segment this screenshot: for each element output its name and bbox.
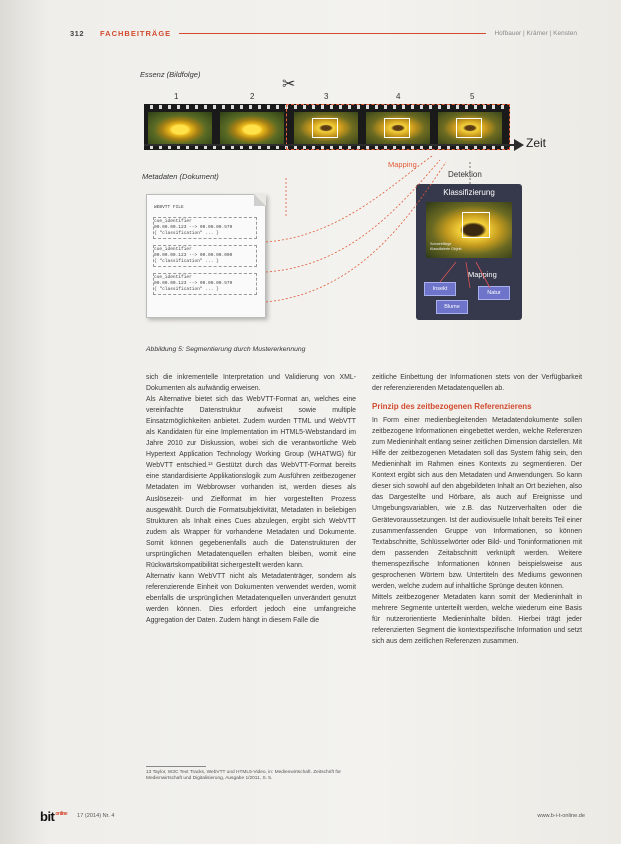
page-header [70, 26, 577, 40]
footnote [146, 766, 356, 783]
footnote-rule [146, 766, 206, 767]
tag-chip: Natur [478, 286, 510, 300]
time-label: Zeit [526, 136, 547, 150]
frame-number: 4 [396, 92, 401, 101]
cue-payload: { "classification" ... } [154, 231, 219, 236]
detection-label: Detektion [448, 170, 482, 179]
mapping-label: Mapping [388, 160, 417, 169]
classified-image [426, 202, 512, 258]
connector-line [266, 160, 440, 272]
cue-timing: 00.00.00.123 --> 00.00.00.000 [154, 253, 233, 258]
frame-number: 2 [250, 92, 255, 101]
paragraph: Mittels zeitbezogener Metadaten kann somit der Medieninhalt in mehrere Segmente unterteilt werden, welche wiederum eine Basis für nutzerorientierte Medieninhalte bilden. Hierbei trägt jeder referenzierten Segment die kontextspezifische Information und setzt sich aus dem zeitlichen Referenzen zusammen. [372, 593, 582, 646]
figure-caption: Abbildung 5: Segmentierung durch Mustererkennung [146, 346, 306, 353]
film-frame [220, 112, 284, 144]
page-footer [40, 808, 585, 824]
issue-info: 17 (2014) Nr. 4 [77, 813, 115, 819]
paragraph: Als Alternative bietet sich das WebVTT-Format an, welches eine vereinfachte Datenstruktur aufweist sowie multiple Einsatzmöglichkeiten anbietet. Zudem wurden TTML und WebVTT als Kandidaten für eine Implementation im HTML5-Webstandard im Jahre 2010 zur Diskussion, wobei sich die verantwortliche Web Hypertext Application Technology Working Group (WHATWG) für WebVTT entschied.¹³ Gestützt durch das WebVTT-Format bereits eine standardisierte Applikationslogik zum Ausführen zeitbezogener Metadaten im Webbrowser vorhanden ist, werden dieses als Auslösezeit- und Zielformat im hier vorgestellten Prozess ausgewählt. Durch die Formatsubjektivität, Metadaten in beliebigen Strukturen als Inhalt eines Cues abzulegen, ergibt sich WebVTT zudem als Wrapper für vorhandene Metadaten und Dokumente. Somit können gegebenenfalls auch die Datenstrukturen der ursprünglichen Metadatenquellen erhalten bleiben, womit eine Rückwärtskompatibilität sichergestellt werden kann. [146, 396, 356, 569]
paragraph: sich die inkrementelle Interpretation und Validierung von XML-Dokumenten als aufwändig erweisen. [146, 374, 356, 393]
header-authors: Hofbauer | Krämer | Kensten [494, 29, 577, 37]
essence-label: Essenz (Bildfolge) [140, 70, 201, 79]
section-title: FACHBEITRÄGE [100, 28, 172, 38]
cue-id: cue_identifier [154, 247, 192, 252]
metadata-label: Metadaten (Dokument) [142, 172, 219, 181]
frame-number: 1 [174, 92, 179, 101]
cue-id: cue_identifier [154, 275, 192, 280]
footnote-text: 13 Taylor, W3C Text Tracks, WebVTT und HTML5-Video, in: Medienwirtschaft. Zeitschrift für Medienwirtschaft und Digitalisierung, Ausgabe 1/2011, S. 5. [146, 770, 341, 782]
logo-text: bit [40, 808, 55, 824]
tag-chip: Blume [436, 300, 468, 314]
tag-chip: Insekt [424, 282, 456, 296]
classification-title: Klassifizierung [443, 188, 495, 197]
frame-number: 5 [470, 92, 475, 101]
object-caption: Schwebfliege Klassifizierte Objekt [430, 242, 462, 251]
paragraph: Alternativ kann WebVTT nicht als Metadatenträger, sondern als referenzierende Einheit von Dokumenten verwendet werden, womit ebenfalls die ursprünglichen Metadatenquellen unverändert genutzt werden können. Dies erfordert jedoch eine umfangreiche Aggregation der Daten. Zudem hängt in diesem Falle die [146, 572, 356, 625]
cue-payload: { "classification" ... } [154, 287, 219, 292]
paragraph: In Form einer medienbegleitenden Metadatendokumente sollen zeitbezogene Informationen eingebettet werden, welche Referenzen zum Medieninhalt entlang seiner zeitlichen Dimension darstellen. Mit Hilfe der zeitbezogenen Metadaten soll das System fähig sein, den Medieninhalt im Rahmen eines Kontexts zu segmentieren. Der Kontext ergibt sich aus den Metadaten und Anwendungen. So kann dieser sich sowohl auf den abgebildeten Inhalt an Ort beziehen, also das Dargestellte und Hörbare, als auch auf Ereignisse und Umgebungsvariablen, wie z.B. das Nutzerverhalten oder die Gerätevoraussetzungen. Ist der audiovisuelle Inhalt bereits Teil einer zusammenfassenden Gruppe von Informationen, so können Textabschnitte, Schlüsselwörter oder Bild- und Toninformationen mit dem passenden Zeitabschnitt verknüpft werden. Weitere themenspezifische Informationen können beispielsweise aus gesprochenen Wörtern bzw. Untertiteln des Mediums gewonnen werden, welche zudem auf inhaltliche Sprünge deuten können. [372, 417, 582, 590]
webvtt-document [146, 194, 266, 318]
journal-url: www.b-i-t-online.de [537, 813, 585, 819]
document-fold [254, 194, 266, 206]
time-axis [144, 144, 516, 146]
text-column-left [146, 372, 356, 626]
vtt-header: WEBVTT FILE [154, 205, 184, 210]
cue-payload: { "classification" ... } [154, 259, 219, 264]
text-column-right [372, 372, 582, 647]
cue-id: cue_identifier [154, 219, 192, 224]
paragraph: zeitliche Einbettung der Informationen stets von der Verfügbarkeit der referenzierenden Metadatenquellen ab. [372, 374, 582, 393]
header-rule [179, 33, 486, 34]
frame-number: 3 [324, 92, 329, 101]
time-arrow-icon [514, 139, 524, 151]
film-frame [148, 112, 212, 144]
object-bounding-box [462, 212, 490, 238]
journal-logo [40, 809, 67, 824]
page-number: 312 [70, 28, 85, 38]
scissors-icon: ✂ [282, 76, 296, 93]
classification-panel [416, 184, 522, 320]
classification-mapping-label: Mapping [468, 270, 497, 279]
figure-segmentation [140, 66, 560, 352]
cue-timing: 00.00.00.123 --> 00.00.00.570 [154, 225, 233, 230]
section-heading: Prinzip des zeitbezogenen Referenzierens [372, 402, 532, 412]
logo-superscript: online [55, 811, 68, 818]
cue-timing: 00.00.00.123 --> 00.00.00.570 [154, 281, 233, 286]
